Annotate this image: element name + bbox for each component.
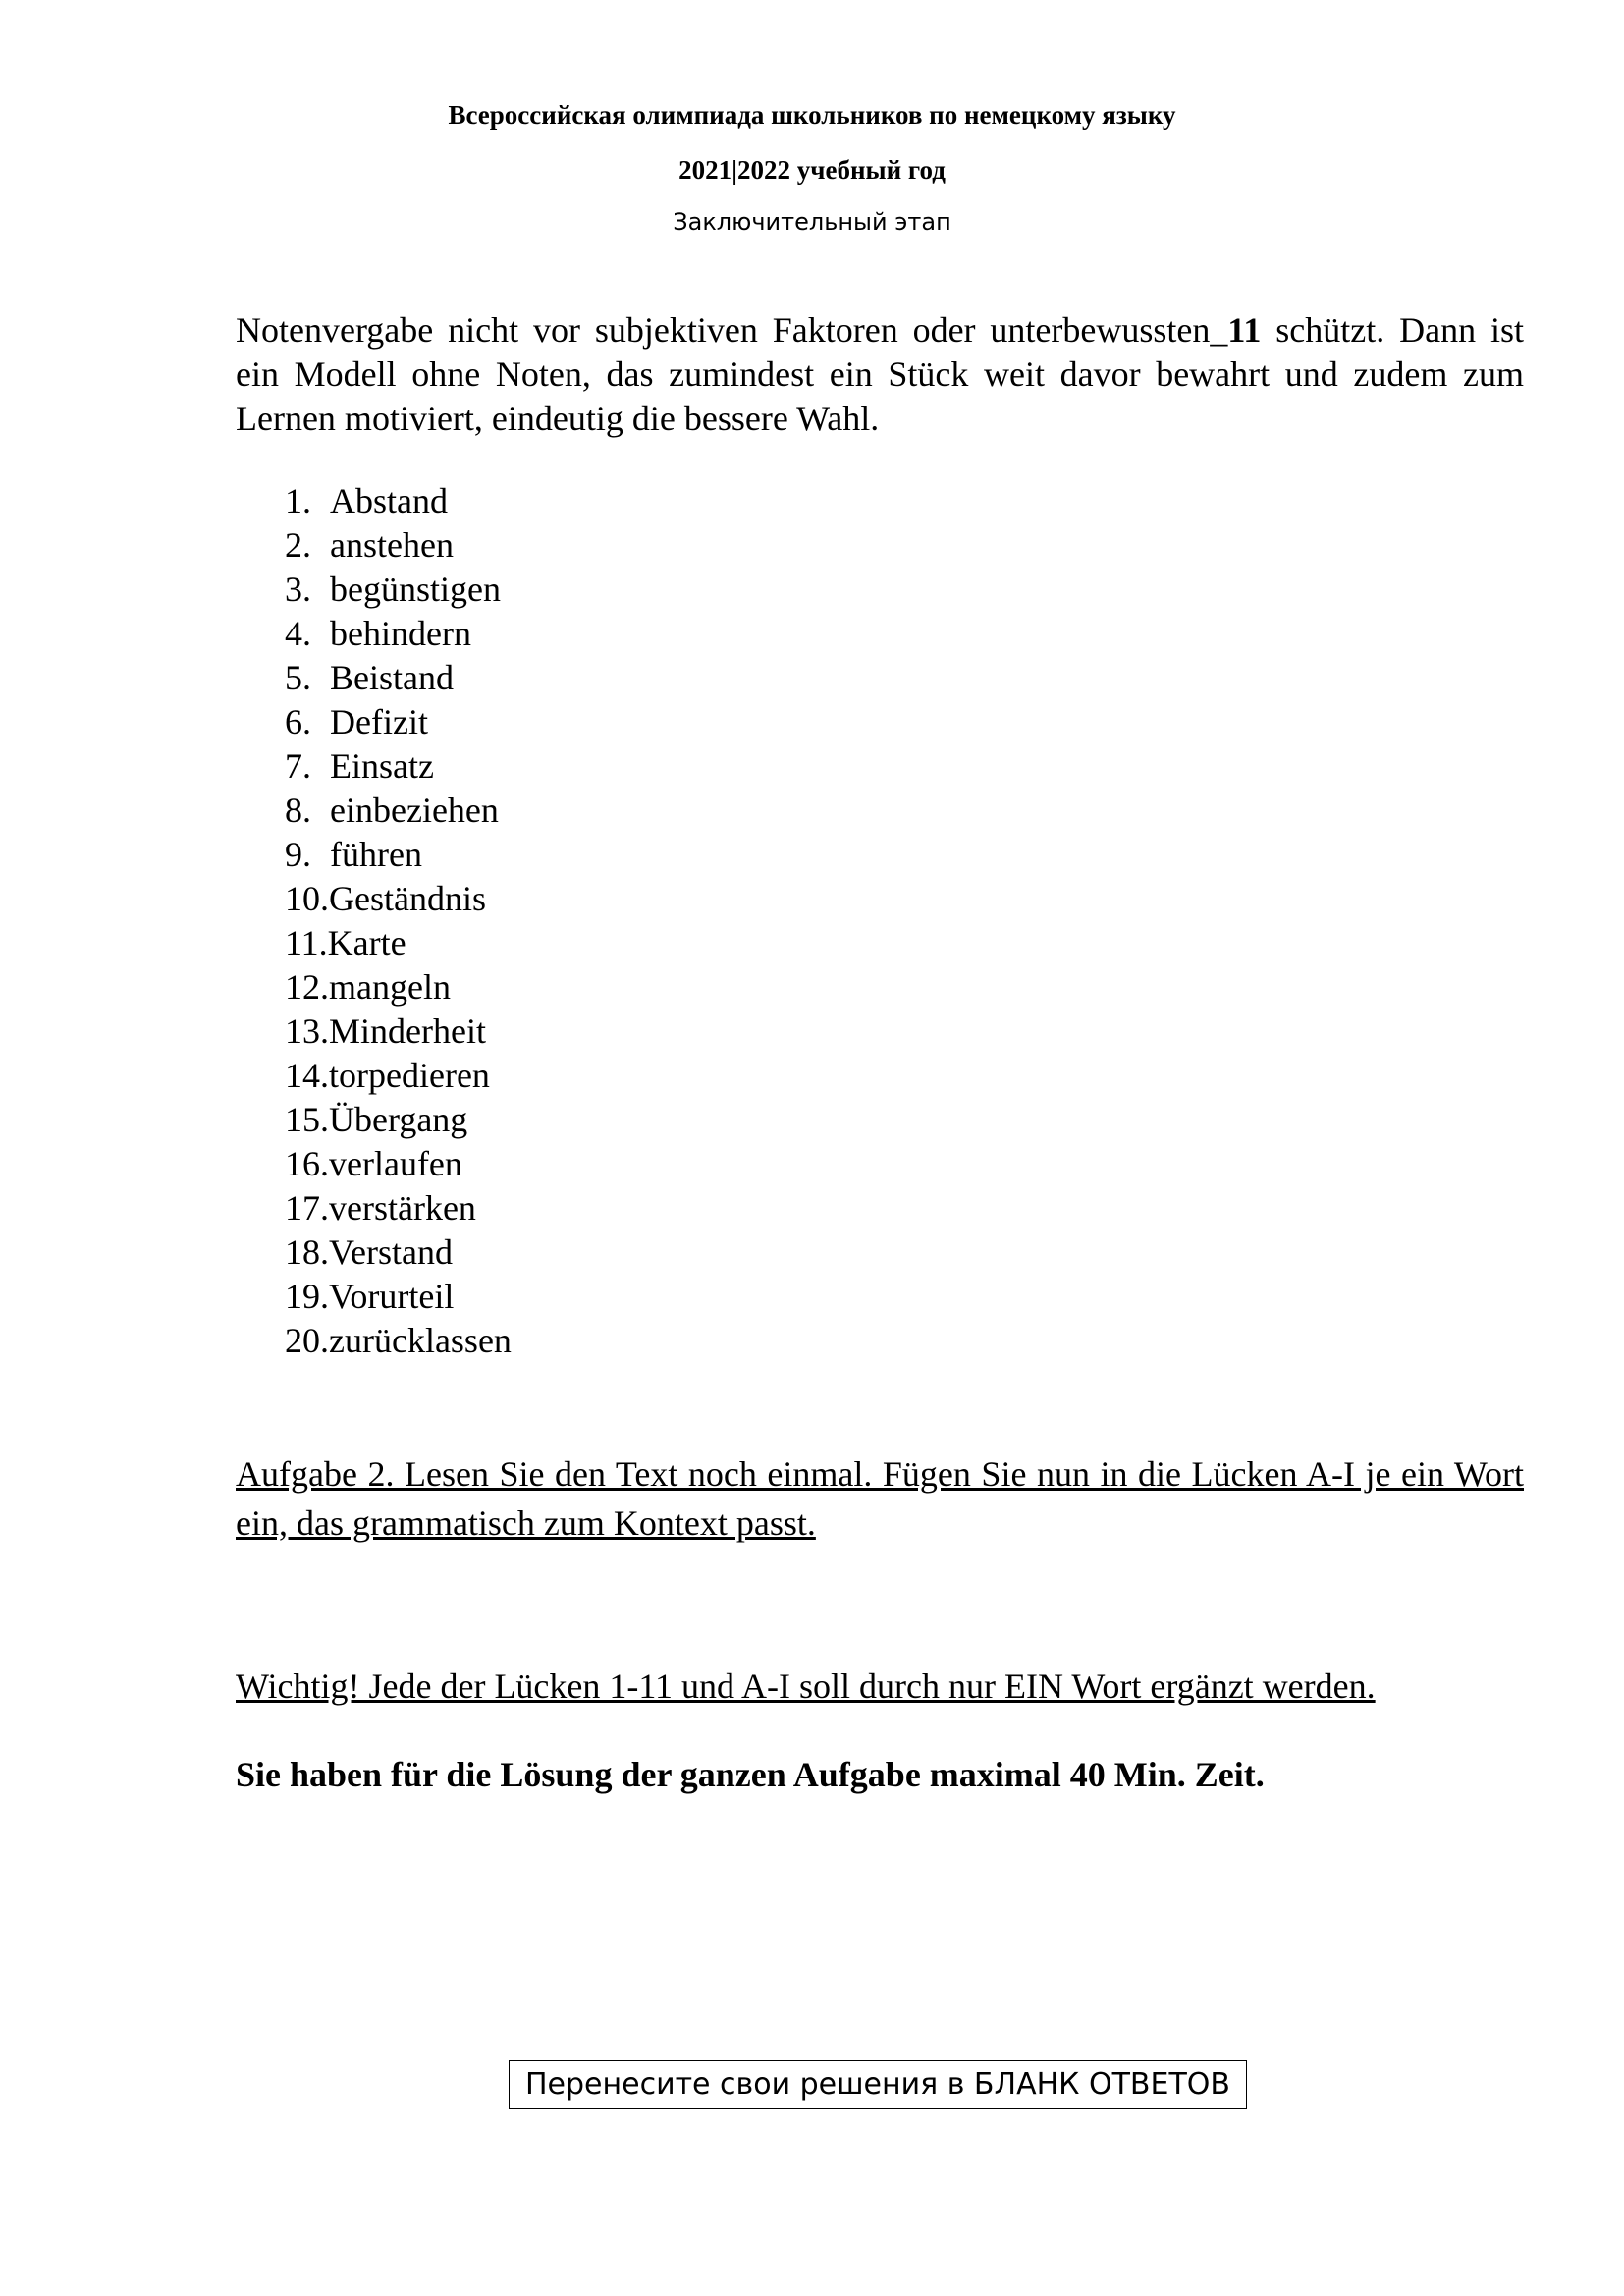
- answer-sheet-box: Перенесите свои решения в БЛАНК ОТВЕТОВ: [509, 2060, 1247, 2109]
- word-list-number: 13.: [285, 1011, 329, 1051]
- word-list-word: Übergang: [329, 1100, 468, 1139]
- word-list-number: 5.: [285, 658, 311, 697]
- word-list-word: führen: [330, 835, 422, 874]
- word-list-item: [236, 479, 512, 523]
- word-list-word: begünstigen: [330, 570, 501, 609]
- word-list-item: [236, 921, 512, 965]
- word-list-number: 16.: [285, 1144, 329, 1183]
- intro-paragraph: [236, 308, 1524, 441]
- word-list-word: Karte: [327, 923, 406, 962]
- word-list-item: [236, 523, 512, 568]
- school-year: 2021|2022 учебный год: [678, 155, 946, 185]
- olympiad-title: Всероссийская олимпиада школьников по немецкому языку: [448, 100, 1176, 130]
- word-list-number: 19.: [285, 1277, 329, 1316]
- word-list-number: 6.: [285, 702, 311, 741]
- word-list-word: mangeln: [329, 967, 451, 1007]
- word-list-item: [236, 612, 512, 656]
- word-list-item: [236, 877, 512, 921]
- word-list-item: [236, 568, 512, 612]
- word-list-number: 11.: [285, 923, 328, 962]
- word-list: [236, 479, 512, 1363]
- word-list-number: 12.: [285, 967, 329, 1007]
- word-list-word: zurücklassen: [329, 1321, 512, 1360]
- word-list-number: 8.: [285, 791, 311, 830]
- word-list-item: [236, 744, 512, 789]
- word-list-word: Abstand: [330, 481, 448, 520]
- word-list-item: [236, 1319, 512, 1363]
- word-list-number: 4.: [285, 614, 311, 653]
- important-note: Wichtig! Jede der Lücken 1-11 und A-I soll durch nur EIN Wort ergänzt werden.: [236, 1667, 1376, 1706]
- word-list-number: 17.: [285, 1188, 329, 1228]
- intro-text-part1: Notenvergabe nicht vor subjektiven Faktoren oder unterbewussten_: [236, 310, 1228, 350]
- task-2-instruction: Aufgabe 2. Lesen Sie den Text noch einmal. Fügen Sie nun in die Lücken A-I je ein Wort ein, das grammatisch zum Kontext passt.: [236, 1454, 1524, 1543]
- word-list-number: 20.: [285, 1321, 329, 1360]
- word-list-word: einbeziehen: [330, 791, 499, 830]
- word-list-item: [236, 789, 512, 833]
- word-list-word: Vorurteil: [329, 1277, 455, 1316]
- word-list-word: Beistand: [330, 658, 454, 697]
- time-limit: Sie haben für die Lösung der ganzen Aufgabe maximal 40 Min. Zeit.: [236, 1755, 1265, 1794]
- word-list-item: [236, 656, 512, 700]
- word-list-item: [236, 833, 512, 877]
- word-list-item: [236, 1054, 512, 1098]
- word-list-number: 2.: [285, 525, 311, 565]
- intro-text-part2: schützt. Dann ist ein Modell ohne Noten, das zumindest ein Stück weit davor bewahrt und zudem zum Lernen motiviert, eindeutig die bessere Wahl.: [236, 310, 1524, 438]
- word-list-item: [236, 1010, 512, 1054]
- word-list-word: torpedieren: [329, 1056, 490, 1095]
- word-list-item: [236, 1230, 512, 1275]
- word-list-number: 18.: [285, 1232, 329, 1272]
- word-list-word: behindern: [330, 614, 471, 653]
- stage-name: Заключительный этап: [673, 208, 951, 236]
- word-list-number: 3.: [285, 570, 311, 609]
- word-list-word: verstärken: [329, 1188, 476, 1228]
- word-list-number: 14.: [285, 1056, 329, 1095]
- word-list-item: [236, 1275, 512, 1319]
- word-list-word: verlaufen: [329, 1144, 462, 1183]
- word-list-word: Geständnis: [329, 879, 486, 918]
- word-list-number: 9.: [285, 835, 311, 874]
- gap-number: 11: [1227, 310, 1262, 350]
- word-list-word: Minderheit: [329, 1011, 486, 1051]
- word-list-word: anstehen: [330, 525, 454, 565]
- word-list-number: 1.: [285, 481, 311, 520]
- word-list-number: 7.: [285, 746, 311, 786]
- word-list-item: [236, 700, 512, 744]
- word-list-number: 10.: [285, 879, 329, 918]
- word-list-item: [236, 1186, 512, 1230]
- word-list-item: [236, 965, 512, 1010]
- word-list-number: 15.: [285, 1100, 329, 1139]
- word-list-item: [236, 1142, 512, 1186]
- word-list-word: Verstand: [329, 1232, 453, 1272]
- word-list-word: Einsatz: [330, 746, 434, 786]
- word-list-word: Defizit: [330, 702, 428, 741]
- word-list-item: [236, 1098, 512, 1142]
